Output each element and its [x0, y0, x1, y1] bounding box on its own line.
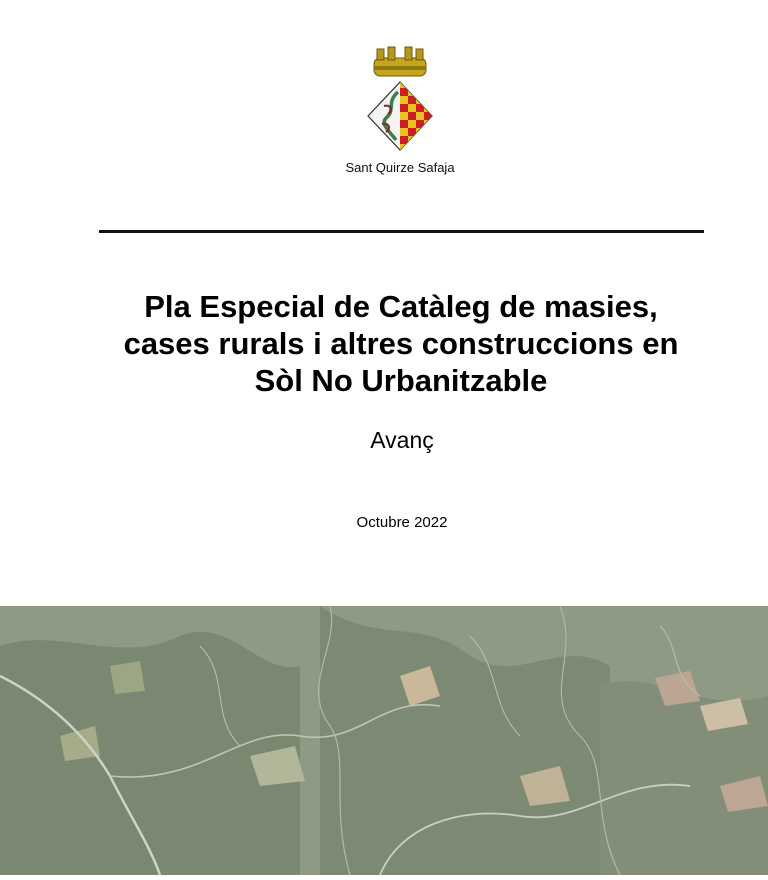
document-subtitle: Avanç	[370, 427, 434, 453]
aerial-landscape-photo	[0, 606, 768, 875]
title-line: Pla Especial de Catàleg de masies,	[144, 289, 658, 324]
document-date: Octubre 2022	[356, 514, 448, 531]
document-title	[40, 288, 762, 399]
title-line: Sòl No Urbanitzable	[254, 363, 548, 398]
municipality-name: Sant Quirze Safaja	[345, 160, 455, 175]
title-line: cases rurals i altres construccions en	[123, 326, 679, 361]
horizontal-divider	[99, 230, 704, 233]
municipal-coat-of-arms-icon	[360, 44, 440, 154]
